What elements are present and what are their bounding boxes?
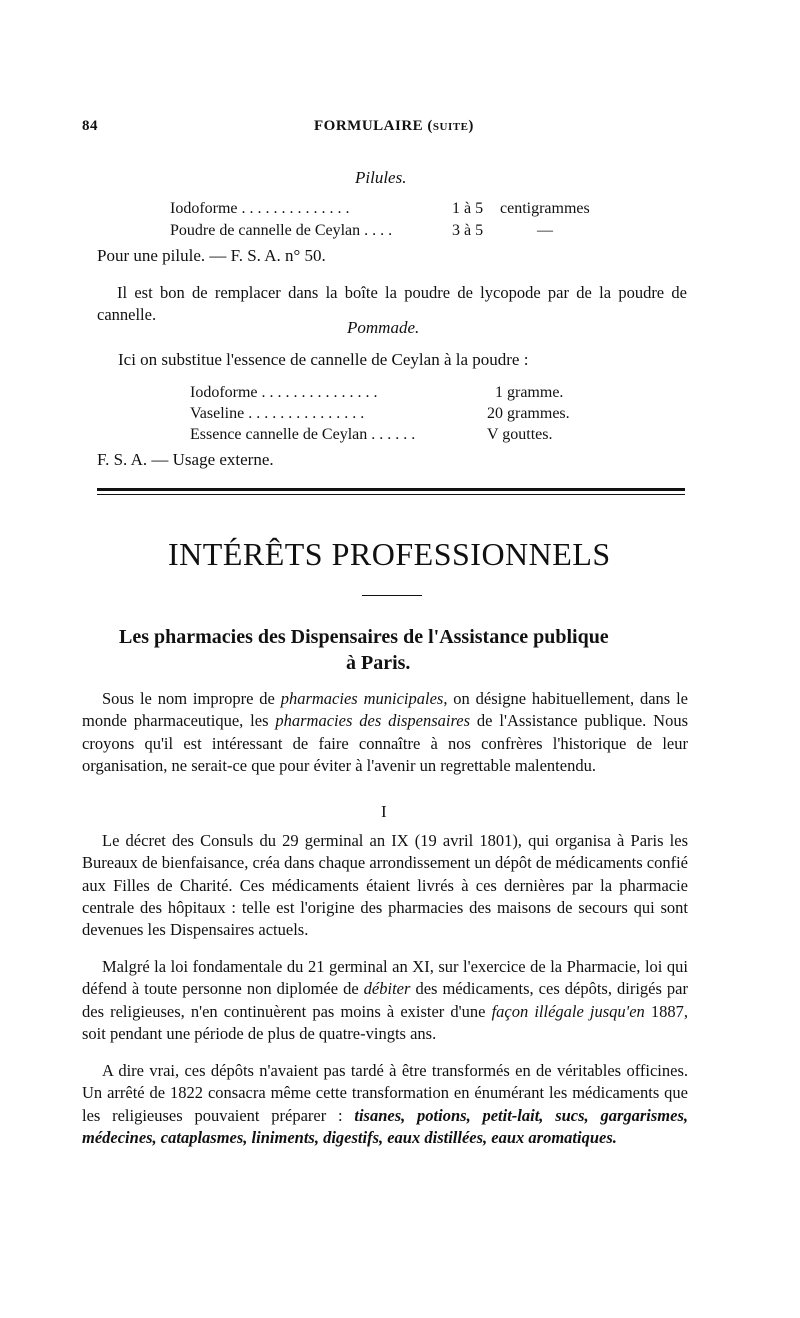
leader-dots: . . . . . . xyxy=(367,426,416,443)
text-run: Sous le nom impropre de xyxy=(102,689,281,708)
running-header-title: FORMULAIRE xyxy=(314,118,424,134)
article-title-line1: Les pharmacies des Dispensaires de l'Assistance publique xyxy=(119,626,609,648)
pilules-unit: centigrammes xyxy=(500,200,590,217)
pilules-unit: — xyxy=(537,222,553,239)
pommade-row xyxy=(190,426,415,444)
italic-run: pharmacies des dispensaires xyxy=(275,711,471,731)
title-underline xyxy=(362,595,422,596)
text-run: , on désigne habituellement, dans le monde pharmaceutique, les xyxy=(82,689,688,731)
pommade-qty: 1 gramme. xyxy=(495,384,564,401)
running-header xyxy=(314,118,474,135)
leader-dots: . . . . . . . . . . . . . . xyxy=(237,200,350,217)
section-divider-bottom xyxy=(97,494,685,495)
running-header-subtitle: (suite) xyxy=(427,118,474,134)
leader-dots: . . . . xyxy=(360,222,393,239)
pommade-usage: F. S. A. — Usage externe. xyxy=(97,450,274,469)
article-title-line2: à Paris. xyxy=(346,652,411,674)
pilules-note: Pour une pilule. — F. S. A. n° 50. xyxy=(97,246,326,265)
ingredient-label: Poudre de cannelle de Ceylan xyxy=(170,222,361,239)
text-run: 1887, soit pendant une période de plus de quatre-vingts ans. xyxy=(82,1001,689,1043)
page-number: 84 xyxy=(82,118,98,134)
text-run: A dire vrai, ces dépôts n'avaient pas tardé à être transformés en de véritables officines. Un arrêté de 1822 consacra même cette transformation en énumérant les médicaments que les religieuses pouvaient préparer : xyxy=(82,1061,688,1125)
italic-run: débiter xyxy=(363,979,411,999)
section-numeral: I xyxy=(381,802,387,821)
section-title: INTÉRÊTS PROFESSIONNELS xyxy=(168,536,611,572)
pilules-remark: Il est bon de remplacer dans la boîte la poudre de lycopode par de la poudre de cannelle. xyxy=(97,283,687,325)
pommade-heading: Pommade. xyxy=(347,318,420,337)
leader-dots: . . . . . . . . . . . . . . . xyxy=(244,405,365,422)
pommade-row xyxy=(190,384,378,402)
part1-paragraph-2 xyxy=(82,956,688,1045)
pommade-qty: 20 grammes. xyxy=(487,405,570,422)
pommade-row xyxy=(190,405,364,423)
italic-run: façon illégale jusqu'en xyxy=(491,1001,645,1021)
pilules-row xyxy=(170,222,392,240)
leader-dots: . . . . . . . . . . . . . . . xyxy=(257,384,378,401)
ingredient-label: Vaseline xyxy=(190,405,245,422)
italic-run: tisanes, potions, petit-lait, sucs, gargarismes, médecines, cataplasmes, liniments, digestifs, eaux distillées, eaux aromatiques. xyxy=(82,1105,688,1147)
pilules-qty: 1 à 5 xyxy=(452,200,484,217)
ingredient-label: Iodoforme xyxy=(170,200,238,217)
italic-run: pharmacies municipales xyxy=(280,689,444,708)
ingredient-label: Iodoforme xyxy=(190,384,258,401)
pilules-row xyxy=(170,200,350,218)
part1-paragraph-1: Le décret des Consuls du 29 germinal an IX (19 avril 1801), qui organisa à Paris les Bureaux de bienfaisance, créa dans chaque arrondissement un dépôt de médicaments confié aux Filles de Charité. Ces médicaments étaient livrés à ces dernières par la pharmacie centrale des hôpitaux : telle est l'origine des pharmacies des maisons de secours qui sont devenues les Dispensaires actuels. xyxy=(82,831,688,940)
intro-paragraph xyxy=(82,688,688,777)
pilules-qty: 3 à 5 xyxy=(452,222,484,239)
pommade-intro: Ici on substitue l'essence de cannelle de Ceylan à la poudre : xyxy=(118,350,529,369)
ingredient-label: Essence cannelle de Ceylan xyxy=(190,426,368,443)
section-divider-top xyxy=(97,488,685,491)
part1-paragraph-3 xyxy=(82,1060,688,1149)
text-run: Malgré la loi fondamentale du 21 germinal an XI, sur l'exercice de la Pharmacie, loi qui défend à toute personne non diplomée de xyxy=(82,957,688,999)
pilules-heading: Pilules. xyxy=(355,168,407,187)
pommade-qty: V gouttes. xyxy=(487,426,553,443)
text-run: des médicaments, ces dépôts, dirigés par des religieuses, n'en continuèrent pas moins à exister d'une xyxy=(82,979,688,1021)
text-run: de l'Assistance publique. Nous croyons qu'il est intéressant de faire connaître à nos confrères l'historique de leur organisation, ne serait-ce que pour éviter à l'avenir un regrettable malentendu. xyxy=(82,711,688,775)
